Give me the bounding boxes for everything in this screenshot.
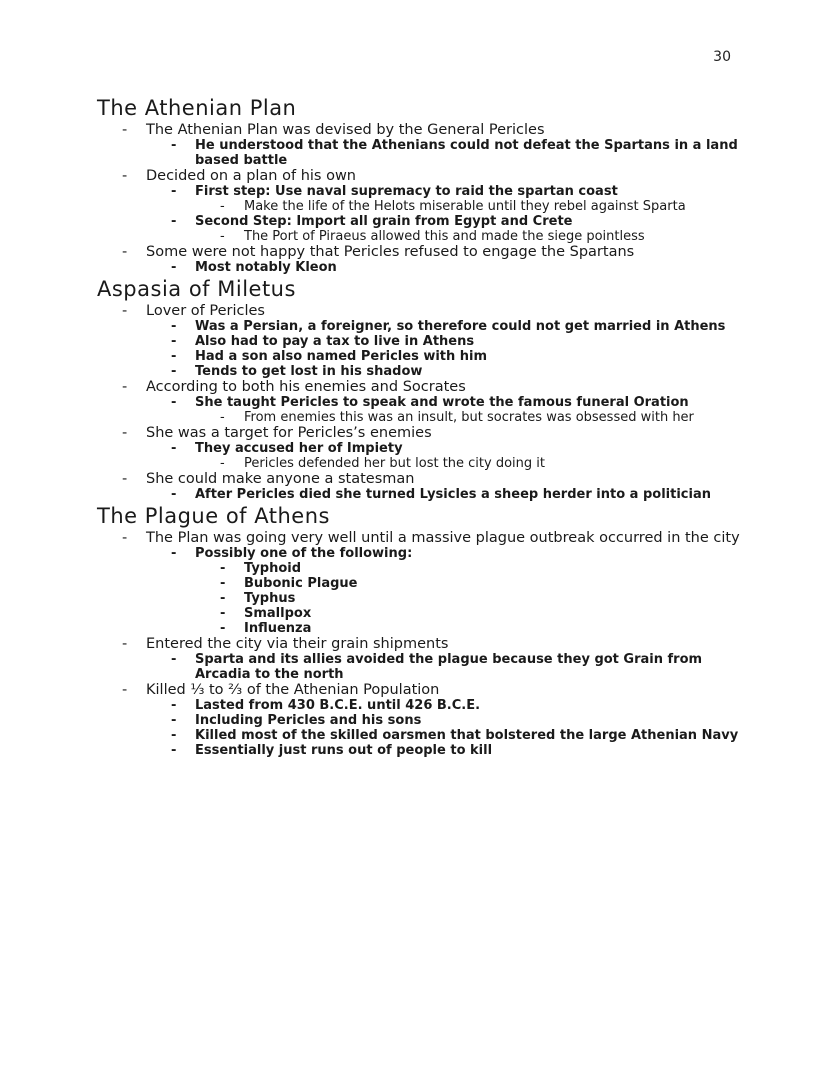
list-item: - She could make anyone a statesman xyxy=(97,471,747,487)
bullet-list xyxy=(97,530,747,758)
section xyxy=(97,275,747,502)
list-item: - She was a target for Pericles’s enemies xyxy=(97,425,747,441)
section xyxy=(97,502,747,758)
list-item: - Typhus xyxy=(97,591,747,606)
section-heading: The Athenian Plan xyxy=(97,96,297,120)
bullet-list xyxy=(97,303,747,502)
list-item: - The Plan was going very well until a massive plague outbreak occurred in the city xyxy=(97,530,747,546)
list-item: - Killed most of the skilled oarsmen that bolstered the large Athenian Navy xyxy=(97,728,747,743)
list-item: - Lasted from 430 B.C.E. until 426 B.C.E. xyxy=(97,698,747,713)
list-item: - Pericles defended her but lost the city doing it xyxy=(97,456,747,471)
bullet-list xyxy=(97,122,747,275)
list-item: - He understood that the Athenians could not defeat the Spartans in a land based battle xyxy=(97,138,747,168)
list-item: - Had a son also named Pericles with him xyxy=(97,349,747,364)
list-item: - Smallpox xyxy=(97,606,747,621)
list-item: - Essentially just runs out of people to kill xyxy=(97,743,747,758)
list-item: - Tends to get lost in his shadow xyxy=(97,364,747,379)
page-number: 30 xyxy=(713,49,731,65)
list-item: - According to both his enemies and Socrates xyxy=(97,379,747,395)
list-item: - From enemies this was an insult, but socrates was obsessed with her xyxy=(97,410,747,425)
list-item: - After Pericles died she turned Lysicles a sheep herder into a politician xyxy=(97,487,747,502)
list-item: - Possibly one of the following: xyxy=(97,546,747,561)
list-item: - Some were not happy that Pericles refused to engage the Spartans xyxy=(97,244,747,260)
list-item: - Make the life of the Helots miserable until they rebel against Sparta xyxy=(97,199,747,214)
list-item: - The Athenian Plan was devised by the General Pericles xyxy=(97,122,747,138)
list-item: - Most notably Kleon xyxy=(97,260,747,275)
list-item: - Entered the city via their grain shipments xyxy=(97,636,747,652)
list-item: - The Port of Piraeus allowed this and made the siege pointless xyxy=(97,229,747,244)
section-heading: Aspasia of Miletus xyxy=(97,277,296,301)
list-item: - Bubonic Plague xyxy=(97,576,747,591)
list-item: - They accused her of Impiety xyxy=(97,441,747,456)
list-item: - She taught Pericles to speak and wrote the famous funeral Oration xyxy=(97,395,747,410)
list-item: - Killed ⅓ to ⅔ of the Athenian Population xyxy=(97,682,747,698)
list-item: - Typhoid xyxy=(97,561,747,576)
list-item: - Decided on a plan of his own xyxy=(97,168,747,184)
list-item: - First step: Use naval supremacy to raid the spartan coast xyxy=(97,184,747,199)
list-item: - Sparta and its allies avoided the plague because they got Grain from Arcadia to the north xyxy=(97,652,747,682)
section-heading: The Plague of Athens xyxy=(97,504,330,528)
list-item: - Influenza xyxy=(97,621,747,636)
list-item: - Also had to pay a tax to live in Athens xyxy=(97,334,747,349)
list-item: - Including Pericles and his sons xyxy=(97,713,747,728)
section xyxy=(97,94,747,275)
list-item: - Second Step: Import all grain from Egypt and Crete xyxy=(97,214,747,229)
list-item: - Was a Persian, a foreigner, so therefore could not get married in Athens xyxy=(97,319,747,334)
list-item: - Lover of Pericles xyxy=(97,303,747,319)
document-body xyxy=(97,94,747,758)
